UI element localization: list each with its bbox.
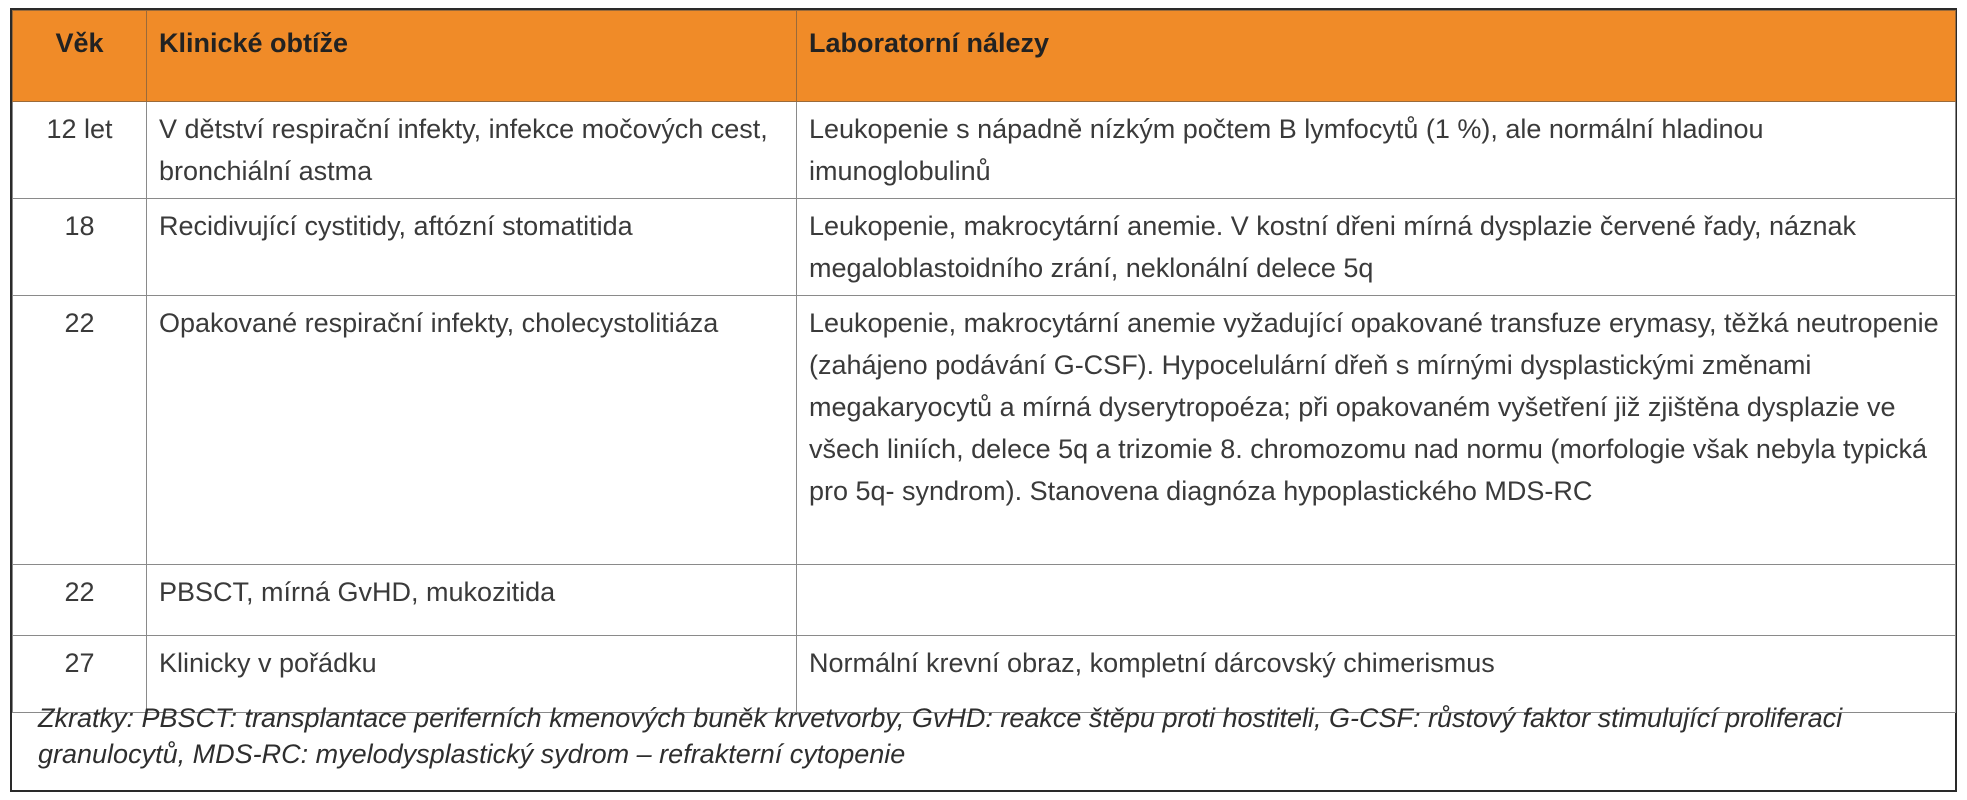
cell-clinical: Opakované respirační infekty, cholecystolitiáza xyxy=(147,296,797,565)
cell-age: 12 let xyxy=(13,102,147,199)
cell-clinical: V dětství respirační infekty, infekce močových cest, bronchiální astma xyxy=(147,102,797,199)
cell-lab xyxy=(797,565,1956,636)
header-clinical: Klinické obtíže xyxy=(147,11,797,102)
clinical-table xyxy=(12,10,1956,713)
cell-clinical: PBSCT, mírná GvHD, mukozitida xyxy=(147,565,797,636)
cell-lab: Leukopenie, makrocytární anemie vyžadující opakované transfuze erymasy, těžká neutropenie (zahájeno podávání G-CSF). Hypocelulární dřeň s mírnými dysplastickými změnami megakaryocytů a mírná dyserytropoéza; při opakovaném vyšetření již zjištěna dysplazie ve všech liniích, delece 5q a trizomie 8. chromozomu nad normu (morfologie však nebyla typická pro 5q- syndrom). Stanovena diagnóza hypoplastického MDS-RC xyxy=(797,296,1956,565)
table-header-row xyxy=(13,11,1956,102)
cell-lab: Normální krevní obraz, kompletní dárcovský chimerismus xyxy=(797,636,1956,713)
cell-age: 18 xyxy=(13,199,147,296)
cell-lab: Leukopenie, makrocytární anemie. V kostní dřeni mírná dysplazie červené řady, náznak megaloblastoidního zrání, neklonální delece 5q xyxy=(797,199,1956,296)
table-row xyxy=(13,296,1956,565)
cell-clinical: Recidivující cystitidy, aftózní stomatitida xyxy=(147,199,797,296)
cell-age: 22 xyxy=(13,296,147,565)
cell-clinical: Klinicky v pořádku xyxy=(147,636,797,713)
header-lab: Laboratorní nálezy xyxy=(797,11,1956,102)
abbreviations-footnote: Zkratky: PBSCT: transplantace periferních kmenových buněk krvetvorby, GvHD: reakce štěpu proti hostiteli, G-CSF: růstový faktor stimulující proliferaci granulocytů, MDS-RC: myelodysplastický sydrom – refrakterní cytopenie xyxy=(38,703,1843,769)
table-row xyxy=(13,199,1956,296)
cell-lab: Leukopenie s nápadně nízkým počtem B lymfocytů (1 %), ale normální hladinou imunoglobulinů xyxy=(797,102,1956,199)
cell-age: 22 xyxy=(13,565,147,636)
table-row xyxy=(13,102,1956,199)
cell-age: 27 xyxy=(13,636,147,713)
table-row xyxy=(13,565,1956,636)
header-age: Věk xyxy=(13,11,147,102)
